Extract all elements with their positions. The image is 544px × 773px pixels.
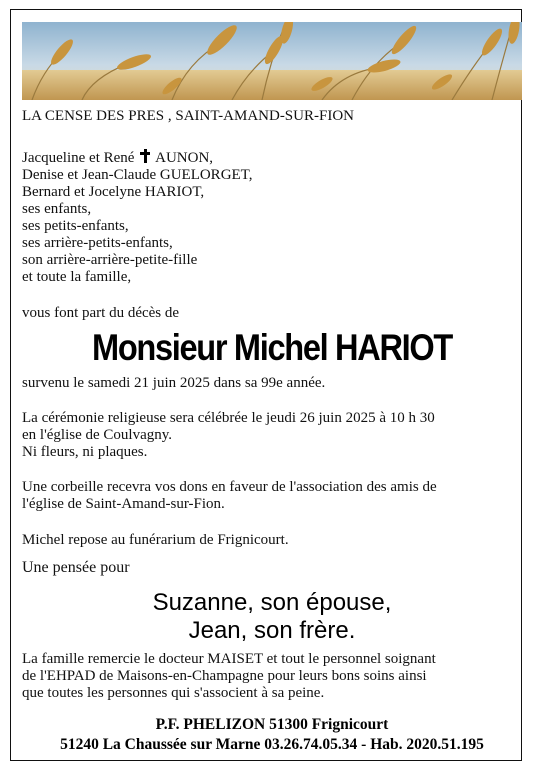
rest-line: Michel repose au funérarium de Frignicourt. (22, 532, 289, 548)
thoughts-block (0, 589, 544, 645)
death-line: survenu le samedi 21 juin 2025 dans sa 99e année. (22, 375, 326, 391)
announce-line: vous font part du décès de (22, 305, 180, 321)
ceremony-block (22, 410, 523, 461)
donation-block (22, 479, 523, 513)
thought-line: Suzanne, son épouse, (152, 589, 392, 616)
family-line-1-start: Jacqueline et René (22, 150, 135, 166)
family-line: et toute la famille, (22, 269, 132, 285)
donation-line: Une corbeille recevra vos dons en faveur de l'association des amis de (22, 479, 437, 495)
donation-line: l'église de Saint-Amand-sur-Fion. (22, 496, 225, 512)
family-line: ses enfants, (22, 201, 92, 217)
family-line: Bernard et Jocelyne HARIOT, (22, 184, 205, 200)
wheat-field-photo (22, 22, 522, 100)
funeral-home-contact: 51240 La Chaussée sur Marne 03.26.74.05.34 - Hab. 2020.51.195 (60, 736, 484, 753)
family-line: ses petits-enfants, (22, 218, 129, 234)
thought-line: Jean, son frère. (188, 617, 356, 644)
family-line-1-end: AUNON, (155, 150, 214, 166)
funeral-home-name: P.F. PHELIZON 51300 Frignicourt (155, 716, 389, 733)
family-list (22, 149, 523, 286)
thanks-block (22, 651, 523, 702)
family-line-1 (22, 149, 523, 167)
cross-icon (140, 149, 150, 163)
thanks-line: que toutes les personnes qui s'associent à sa peine. (22, 685, 325, 701)
thought-intro: Une pensée pour (22, 559, 130, 576)
wheat-field-banner (22, 22, 522, 100)
deceased-name: Monsieur Michel HARIOT (92, 327, 452, 368)
ceremony-line: Ni fleurs, ni plaques. (22, 444, 148, 460)
thanks-line: de l'EHPAD de Maisons-en-Champagne pour leurs bons soins ainsi (22, 668, 427, 684)
family-line: Denise et Jean-Claude GUELORGET, (22, 167, 253, 183)
ceremony-line: La cérémonie religieuse sera célébrée le jeudi 26 juin 2025 à 10 h 30 (22, 410, 435, 426)
ceremony-line: en l'église de Coulvagny. (22, 427, 173, 443)
location-line: LA CENSE DES PRES , SAINT-AMAND-SUR-FION (22, 108, 354, 124)
family-line: son arrière-arrière-petite-fille (22, 252, 198, 268)
family-line: ses arrière-petits-enfants, (22, 235, 173, 251)
thanks-line: La famille remercie le docteur MAISET et tout le personnel soignant (22, 651, 436, 667)
funeral-home-block (0, 715, 544, 755)
